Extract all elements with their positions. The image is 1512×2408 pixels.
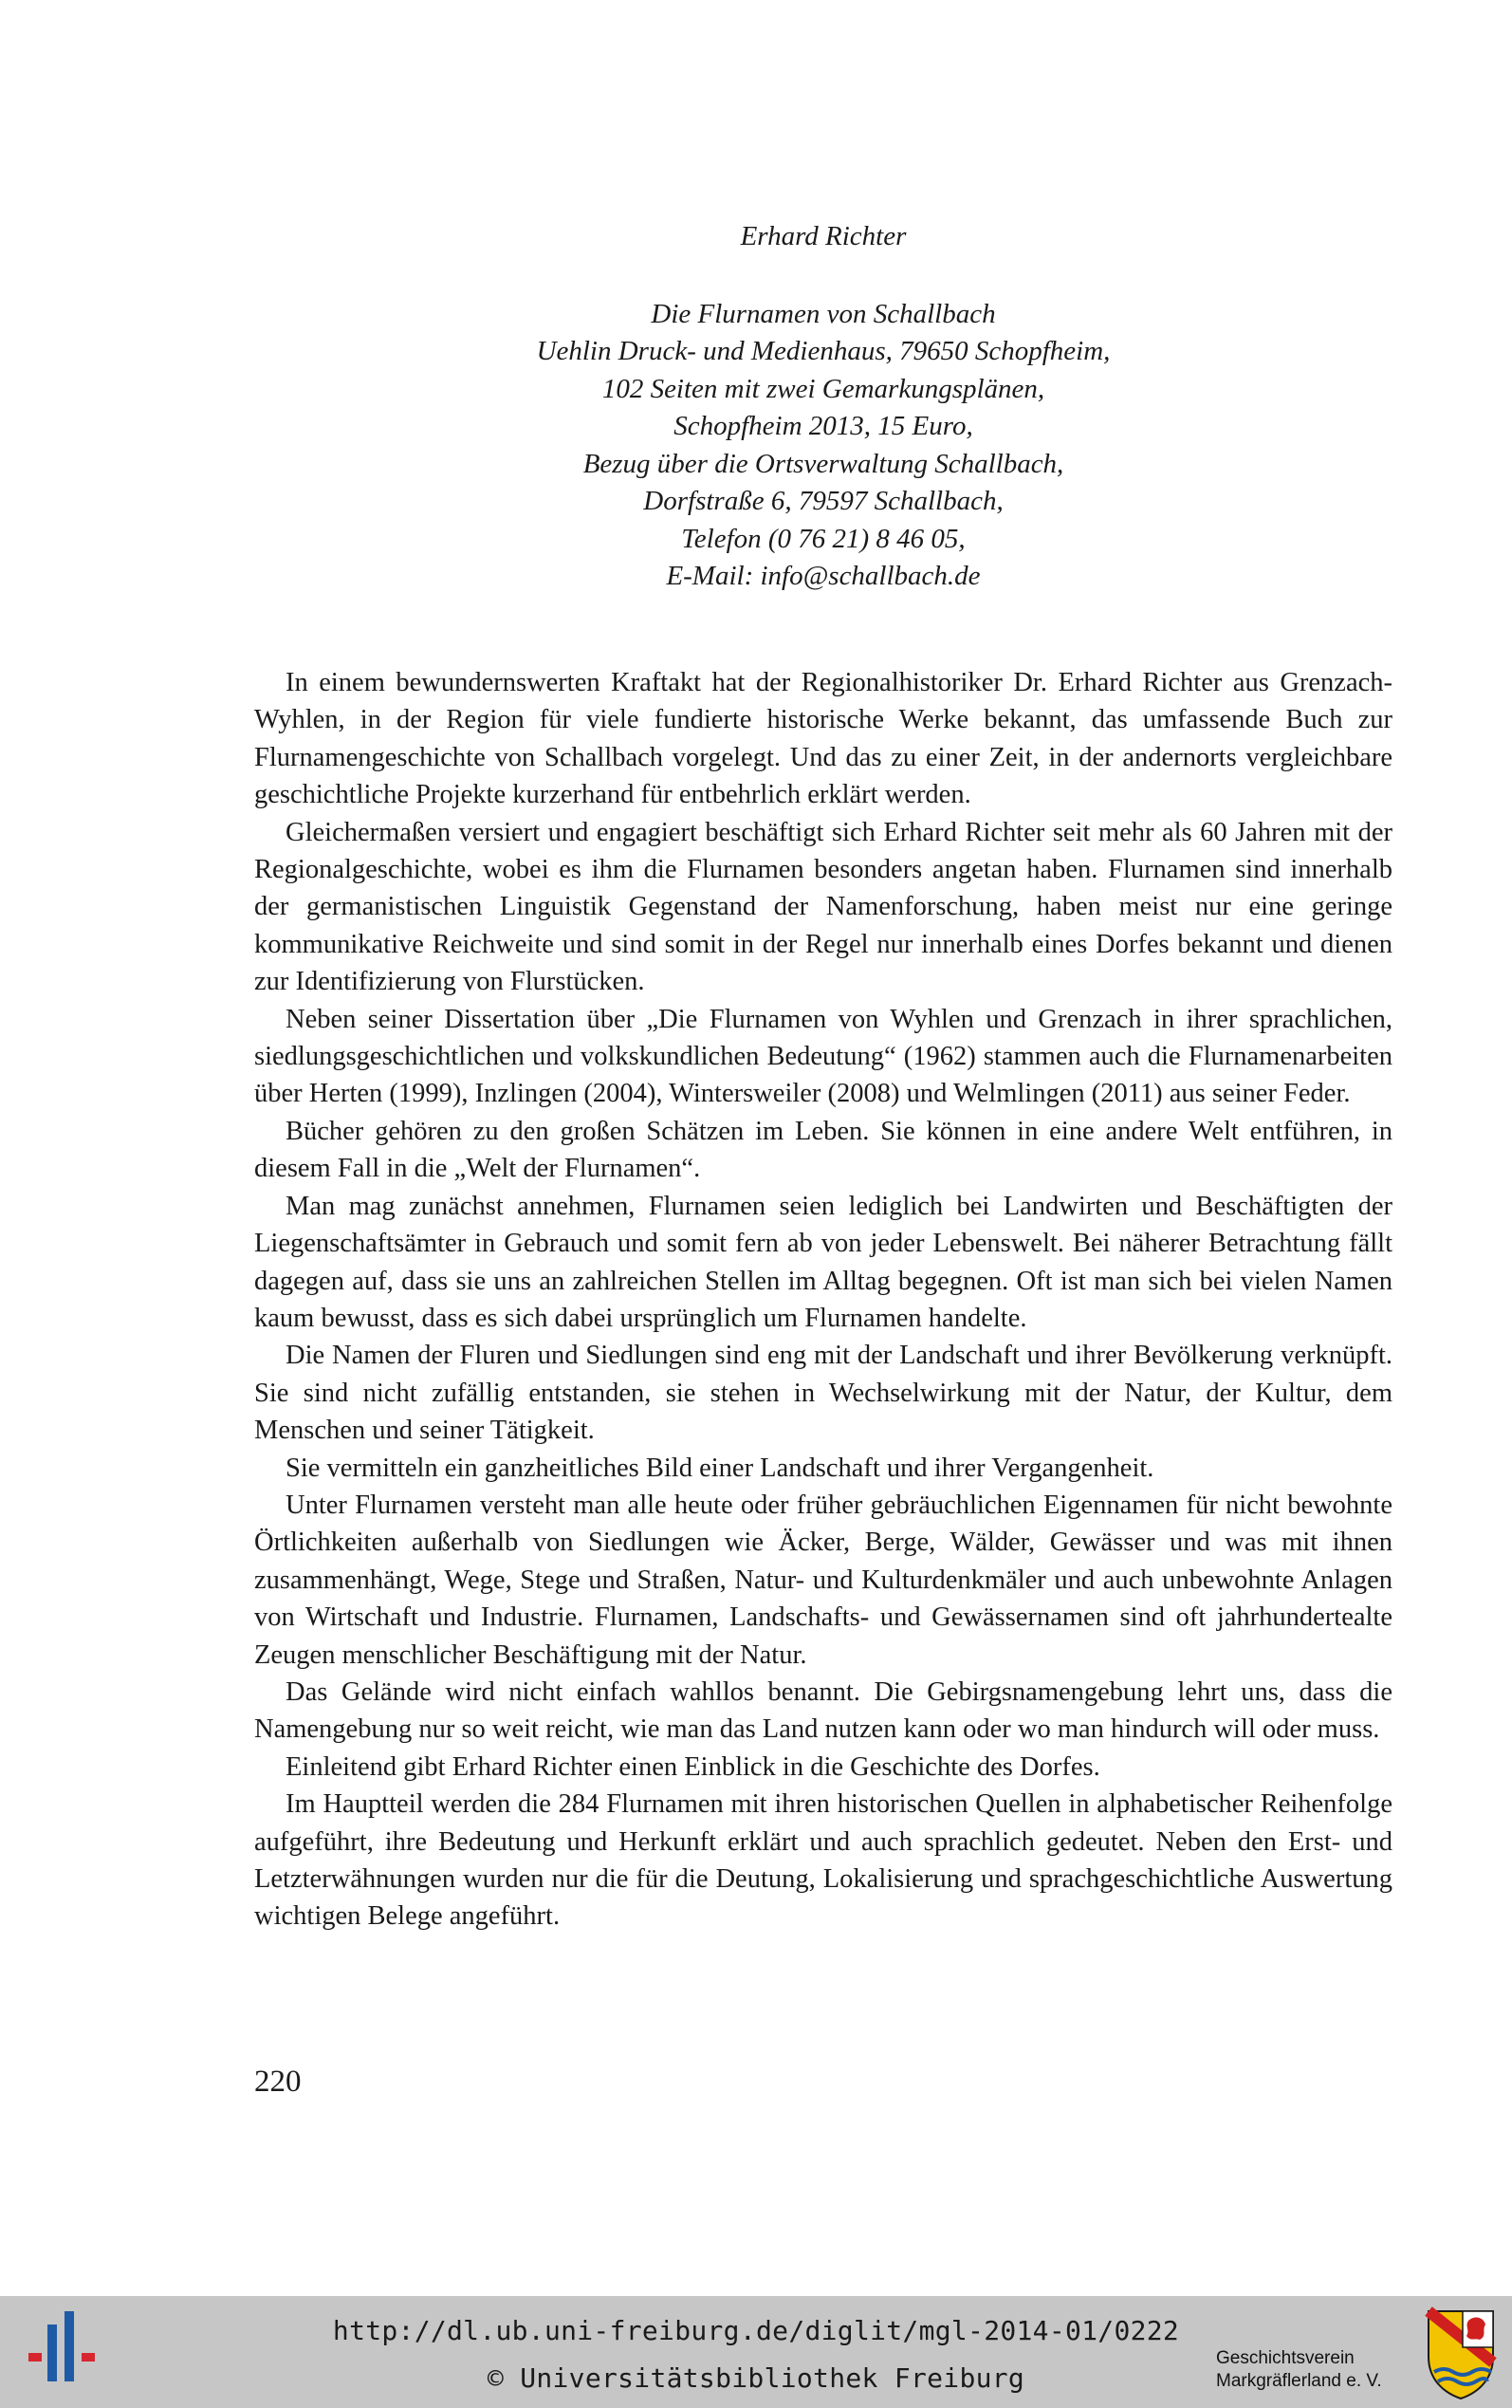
markgraeflerland-crest-icon xyxy=(1425,2306,1497,2400)
copyright-notice: © Universitätsbibliothek Freiburg xyxy=(487,2362,1025,2394)
society-name-line: Markgräflerland e. V. xyxy=(1216,2371,1382,2391)
body-paragraph: In einem bewundernswerten Kraftakt hat der Regionalhistoriker Dr. Erhard Richter aus Grenzach-Wyhlen, in der Region für viele fundierte historische Werke bekannt, das umfassende Buch zur Flurnamengeschichte von Schallbach vorgelegt. Und das zu einer Zeit, in der andernorts vergleichbare geschichtliche Projekte kurzerhand für entbehrlich erklärt werden. xyxy=(254,668,1392,810)
body-paragraph: Das Gelände wird nicht einfach wahllos benannt. Die Gebirgsnamengebung lehrt uns, dass die Namengebung nur so weit reicht, wie man das Land nutzen kann oder wo man hindurch will oder muss. xyxy=(254,1676,1392,1745)
body-paragraph: Sie vermitteln ein ganzheitliches Bild einer Landschaft und ihrer Vergangenheit. xyxy=(286,1453,1154,1483)
review-header xyxy=(254,218,1392,596)
bibliography-line: 102 Seiten mit zwei Gemarkungsplänen, xyxy=(601,373,1045,404)
review-author: Erhard Richter xyxy=(740,221,907,251)
body-paragraph: Bücher gehören zu den großen Schätzen im Leben. Sie können in eine andere Welt entführen, in diesem Fall in die „Welt der Flurnamen“. xyxy=(254,1116,1392,1184)
bibliography-block xyxy=(254,296,1392,596)
body-paragraph: Einleitend gibt Erhard Richter einen Einblick in die Geschichte des Dorfes. xyxy=(286,1751,1100,1782)
bibliography-line: Uehlin Druck- und Medienhaus, 79650 Schopfheim, xyxy=(536,336,1111,366)
society-name-line: Geschichtsverein xyxy=(1216,2348,1355,2368)
bibliography-line: Die Flurnamen von Schallbach xyxy=(651,298,996,329)
body-paragraph: Im Hauptteil werden die 284 Flurnamen mit ihren historischen Quellen in alphabetischer Reihenfolge aufgeführt, ihre Bedeutung und Herkunft erklärt und auch sprachlich gedeutet. Neben den Erst- und Letzterwähnungen wurden nur die für die Deutung, Lokalisierung und sprachgeschichtliche Auswertung wichtigen Belege angeführt. xyxy=(254,1789,1392,1932)
bibliography-email-line: E-Mail: info@schallbach.de xyxy=(666,561,981,591)
document-url-link[interactable]: http://dl.ub.uni-freiburg.de/diglit/mgl-2014-01/0222 xyxy=(332,2315,1180,2346)
bibliography-line: Dorfstraße 6, 79597 Schallbach, xyxy=(643,486,1004,516)
review-body xyxy=(254,664,1392,1936)
body-paragraph: Die Namen der Fluren und Siedlungen sind eng mit der Landschaft und ihrer Bevölkerung verknüpft. Sie sind nicht zufällig entstanden, sie stehen in Wechselwirkung mit der Natur, der Kultur, dem Menschen und seiner Tätigkeit. xyxy=(254,1341,1392,1446)
body-paragraph: Unter Flurnamen versteht man alle heute oder früher gebräuchlichen Eigennamen für nicht bewohnte Örtlichkeiten außerhalb von Siedlungen wie Äcker, Berge, Wälder, Gewässer und was mit ihnen zusammenhängt, Wege, Stege und Straßen, Natur- und Kulturdenkmäler und auch unbewohnte Anlagen von Wirtschaft und Industrie. Flurnamen, Landschafts- und Gewässernamen sind oft jahrhundertealte Zeugen menschlicher Beschäftigung mit der Natur. xyxy=(254,1490,1392,1670)
bibliography-line: Bezug über die Ortsverwaltung Schallbach, xyxy=(582,448,1064,479)
body-paragraph: Gleichermaßen versiert und engagiert beschäftigt sich Erhard Richter seit mehr als 60 Jahren mit der Regionalgeschichte, wobei es ihm die Flurnamen besonders angetan haben. Flurnamen sind innerhalb der germanistischen Linguistik Gegenstand der Namenforschung, haben meist nur eine geringe kommunikative Reichweite und sind somit in der Regel nur innerhalb eines Dorfes bekannt und dienen zur Identifizierung von Flurstücken. xyxy=(254,817,1392,997)
bibliography-line: Schopfheim 2013, 15 Euro, xyxy=(673,411,973,441)
library-footer-bar xyxy=(0,2296,1512,2408)
body-paragraph: Man mag zunächst annehmen, Flurnamen seien lediglich bei Landwirten und Beschäftigten der Liegenschaftsämter in Gebrauch und somit fern ab von jeder Lebenswelt. Bei näherer Betrachtung fällt dagegen auf, dass sie uns an zahlreichen Stellen im Alltag begegnen. Oft ist man sich bei vielen Namen kaum bewusst, dass es sich dabei ursprünglich um Flurnamen handelte. xyxy=(254,1191,1392,1333)
body-paragraph: Neben seiner Dissertation über „Die Flurnamen von Wyhlen und Grenzach in ihrer sprachlichen, siedlungsgeschichtlichen und volkskundlichen Bedeutung“ (1962) stammen auch die Flurnamenarbeiten über Herten (1999), Inzlingen (2004), Wintersweiler (2008) und Welmlingen (2011) aus seiner Feder. xyxy=(254,1004,1392,1109)
society-name xyxy=(1216,2347,1425,2393)
bibliography-line: Telefon (0 76 21) 8 46 05, xyxy=(681,523,966,554)
page-number: 220 xyxy=(254,2065,302,2099)
